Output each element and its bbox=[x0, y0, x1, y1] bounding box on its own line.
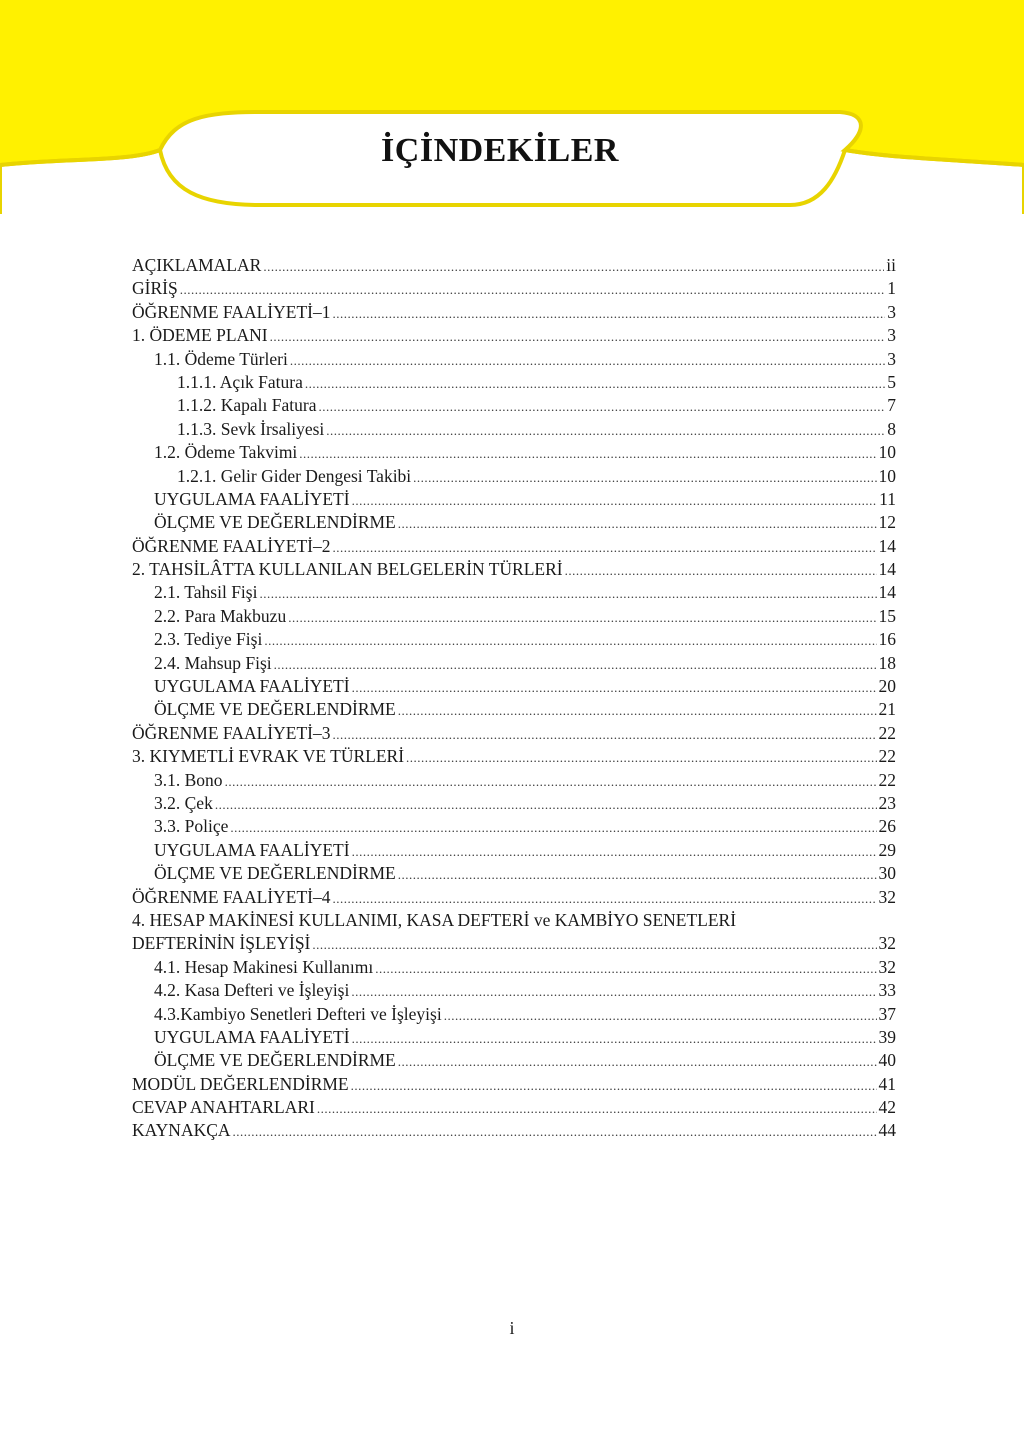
toc-entry-label: ÖĞRENME FAALİYETİ–4 bbox=[132, 886, 331, 907]
toc-entry-page: 12 bbox=[878, 512, 896, 533]
toc-entry-label: 4.1. Hesap Makinesi Kullanımı bbox=[154, 956, 374, 977]
toc-entry[interactable] bbox=[132, 675, 896, 698]
toc-entry-page: 14 bbox=[878, 535, 896, 556]
toc-entry-page: 8 bbox=[887, 418, 896, 439]
toc-entry-label: UYGULAMA FAALİYETİ bbox=[154, 839, 350, 860]
toc-entry-label: 1.2.1. Gelir Gider Dengesi Takibi bbox=[177, 465, 412, 486]
toc-leader-dots bbox=[351, 1074, 877, 1096]
toc-entry[interactable] bbox=[132, 465, 896, 488]
page-number: i bbox=[509, 1318, 515, 1338]
toc-entry-label: ÖLÇME VE DEĞERLENDİRME bbox=[154, 512, 396, 533]
toc-entry-page: 26 bbox=[878, 816, 896, 837]
toc-entry-label: ÖĞRENME FAALİYETİ–1 bbox=[132, 301, 331, 322]
toc-entry-label: ÖLÇME VE DEĞERLENDİRME bbox=[154, 699, 396, 720]
toc-entry-page: 11 bbox=[879, 488, 896, 509]
toc-leader-dots bbox=[398, 512, 877, 534]
toc-entry[interactable] bbox=[132, 909, 896, 932]
toc-entry-label: GİRİŞ bbox=[132, 278, 178, 299]
toc-entry[interactable] bbox=[132, 277, 896, 300]
toc-entry-label: ÖLÇME VE DEĞERLENDİRME bbox=[154, 863, 396, 884]
toc-leader-dots bbox=[305, 372, 885, 394]
toc-entry-page: 5 bbox=[887, 371, 896, 392]
toc-leader-dots bbox=[398, 863, 877, 885]
toc-entry-page: 16 bbox=[878, 629, 896, 650]
toc-entry-page: 20 bbox=[878, 676, 896, 697]
toc-entry-page: 41 bbox=[878, 1073, 896, 1094]
toc-leader-dots bbox=[270, 325, 886, 347]
toc-entry-label: UYGULAMA FAALİYETİ bbox=[154, 676, 350, 697]
toc-entry-label: AÇIKLAMALAR bbox=[132, 255, 262, 275]
toc-entry[interactable] bbox=[132, 839, 896, 862]
toc-entry-page: 10 bbox=[878, 465, 896, 486]
toc-entry-page: 10 bbox=[878, 442, 896, 463]
toc-entry-label: UYGULAMA FAALİYETİ bbox=[154, 1026, 350, 1047]
toc-entry[interactable] bbox=[132, 324, 896, 347]
toc-entry[interactable] bbox=[132, 558, 896, 581]
toc-leader-dots bbox=[406, 746, 876, 768]
toc-entry-page: 14 bbox=[878, 582, 896, 603]
toc-entry-label: 2. TAHSİLÂTTA KULLANILAN BELGELERİN TÜRLERİ bbox=[132, 559, 563, 580]
toc-entry-page: 29 bbox=[878, 839, 896, 860]
toc-leader-dots bbox=[332, 302, 885, 324]
toc-leader-dots bbox=[233, 1120, 877, 1142]
toc-entry-label: MODÜL DEĞERLENDİRME bbox=[132, 1073, 349, 1094]
toc-entry[interactable] bbox=[132, 862, 896, 885]
toc-entry[interactable] bbox=[132, 769, 896, 792]
toc-entry-label: DEFTERİNİN İŞLEYİŞİ bbox=[132, 933, 311, 954]
toc-entry-label: 3.1. Bono bbox=[154, 769, 223, 790]
toc-entry-page: 32 bbox=[878, 886, 896, 907]
toc-entry-page: 22 bbox=[878, 722, 896, 743]
toc-entry-page: 39 bbox=[878, 1026, 896, 1047]
toc-entry-label: 2.2. Para Makbuzu bbox=[154, 605, 287, 626]
toc-entry[interactable] bbox=[132, 956, 896, 979]
toc-leader-dots bbox=[444, 1004, 877, 1026]
toc-entry-label: 2.1. Tahsil Fişi bbox=[154, 582, 258, 603]
toc-leader-dots bbox=[259, 582, 876, 604]
toc-entry-label: 4. HESAP MAKİNESİ KULLANIMI, KASA DEFTERİ ve KAMBİYO SENETLERİ bbox=[132, 909, 737, 930]
toc-entry-page: 14 bbox=[878, 559, 896, 580]
toc-entry-label: ÖĞRENME FAALİYETİ–3 bbox=[132, 722, 331, 743]
toc-entry-label: 3.3. Poliçe bbox=[154, 816, 229, 837]
toc-entry[interactable] bbox=[132, 628, 896, 651]
toc-entry-label: 1.1. Ödeme Türleri bbox=[154, 348, 288, 369]
toc-entry[interactable] bbox=[132, 581, 896, 604]
toc-entry[interactable] bbox=[132, 1026, 896, 1049]
toc-leader-dots bbox=[352, 676, 877, 698]
toc-entry-label: 2.3. Tediye Fişi bbox=[154, 629, 263, 650]
toc-entry[interactable] bbox=[132, 371, 896, 394]
toc-entry[interactable] bbox=[132, 815, 896, 838]
toc-entry-label: UYGULAMA FAALİYETİ bbox=[154, 488, 350, 509]
toc-entry-page: 7 bbox=[887, 395, 896, 416]
toc-entry[interactable] bbox=[132, 418, 896, 441]
toc-leader-dots bbox=[398, 1050, 877, 1072]
toc-entry[interactable] bbox=[132, 1049, 896, 1072]
toc-entry-page: 1 bbox=[887, 278, 896, 299]
toc-entry-label: 1.1.1. Açık Fatura bbox=[177, 371, 303, 392]
toc-leader-dots bbox=[312, 933, 876, 955]
toc-entry-label: 3.2. Çek bbox=[154, 792, 213, 813]
toc-entry-label: 4.3.Kambiyo Senetleri Defteri ve İşleyişi bbox=[154, 1003, 442, 1024]
toc-entry-label: 1. ÖDEME PLANI bbox=[132, 325, 268, 346]
toc-entry-page: 44 bbox=[878, 1120, 896, 1141]
toc-entry-page: 32 bbox=[878, 933, 896, 954]
toc-entry[interactable] bbox=[132, 745, 896, 768]
toc-entry[interactable] bbox=[132, 1119, 896, 1142]
toc-leader-dots bbox=[230, 816, 876, 838]
toc-entry-label: 1.2. Ödeme Takvimi bbox=[154, 442, 298, 463]
toc-entry-page: 30 bbox=[878, 863, 896, 884]
toc-entry[interactable] bbox=[132, 605, 896, 628]
toc-entry-label: CEVAP ANAHTARLARI bbox=[132, 1097, 315, 1118]
toc-leader-dots bbox=[413, 466, 876, 488]
toc-entry-page: 42 bbox=[878, 1097, 896, 1118]
toc-leader-dots bbox=[332, 887, 876, 909]
toc-leader-dots bbox=[215, 793, 877, 815]
toc-entry-page: 40 bbox=[878, 1050, 896, 1071]
toc-entry-label: ÖLÇME VE DEĞERLENDİRME bbox=[154, 1050, 396, 1071]
header-band bbox=[0, 0, 1024, 230]
toc-leader-dots bbox=[375, 957, 876, 979]
toc-leader-dots bbox=[332, 723, 876, 745]
toc-leader-dots bbox=[317, 1097, 877, 1119]
toc-entry[interactable] bbox=[132, 394, 896, 417]
toc-entry-page: 33 bbox=[878, 980, 896, 1001]
toc-entry[interactable] bbox=[132, 932, 896, 955]
toc-leader-dots bbox=[263, 255, 884, 277]
toc-leader-dots bbox=[352, 840, 877, 862]
toc-leader-dots bbox=[180, 278, 886, 300]
toc-entry-page: 21 bbox=[878, 699, 896, 720]
toc-entry[interactable] bbox=[132, 886, 896, 909]
toc-entry-page: 3 bbox=[887, 325, 896, 346]
toc-entry[interactable] bbox=[132, 1096, 896, 1119]
toc-entry[interactable] bbox=[132, 698, 896, 721]
toc-leader-dots bbox=[225, 770, 877, 792]
toc-entry-label: 2.4. Mahsup Fişi bbox=[154, 652, 272, 673]
toc-entry-page: ii bbox=[886, 255, 896, 275]
toc-entry-page: 18 bbox=[878, 652, 896, 673]
toc-entry-label: ÖĞRENME FAALİYETİ–2 bbox=[132, 535, 331, 556]
toc-entry-page: 3 bbox=[887, 301, 896, 322]
toc-entry-page: 37 bbox=[878, 1003, 896, 1024]
toc-entry-label: 1.1.3. Sevk İrsaliyesi bbox=[177, 418, 325, 439]
toc-entry-page: 23 bbox=[878, 792, 896, 813]
toc-entry[interactable] bbox=[132, 254, 896, 277]
toc-leader-dots bbox=[264, 629, 876, 651]
toc-entry[interactable] bbox=[132, 1003, 896, 1026]
toc-entry[interactable] bbox=[132, 722, 896, 745]
toc-leader-dots bbox=[332, 536, 876, 558]
toc-leader-dots bbox=[288, 606, 876, 628]
toc-entry[interactable] bbox=[132, 511, 896, 534]
toc-entry-label: 4.2. Kasa Defteri ve İşleyişi bbox=[154, 980, 350, 1001]
toc-leader-dots bbox=[352, 1027, 877, 1049]
toc-leader-dots bbox=[351, 980, 876, 1002]
toc-entry[interactable] bbox=[132, 535, 896, 558]
toc-entry-label: 3. KIYMETLİ EVRAK VE TÜRLERİ bbox=[132, 746, 405, 767]
toc-leader-dots bbox=[318, 395, 885, 417]
toc-entry-page: 22 bbox=[878, 769, 896, 790]
toc-entry[interactable] bbox=[132, 488, 896, 511]
toc-entry-page: 3 bbox=[887, 348, 896, 369]
toc-entry[interactable] bbox=[132, 1073, 896, 1096]
page-title: İÇİNDEKİLER bbox=[381, 132, 619, 169]
table-of-contents bbox=[132, 254, 896, 1143]
toc-entry[interactable] bbox=[132, 652, 896, 675]
toc-entry[interactable] bbox=[132, 441, 896, 464]
toc-entry-page: 32 bbox=[878, 956, 896, 977]
toc-leader-dots bbox=[290, 349, 885, 371]
toc-entry-page: 22 bbox=[878, 746, 896, 767]
toc-entry[interactable] bbox=[132, 348, 896, 371]
toc-entry-label: 1.1.2. Kapalı Fatura bbox=[177, 395, 317, 416]
toc-leader-dots bbox=[565, 559, 877, 581]
toc-leader-dots bbox=[274, 653, 877, 675]
toc-entry[interactable] bbox=[132, 792, 896, 815]
toc-entry-page: 15 bbox=[878, 605, 896, 626]
toc-leader-dots bbox=[326, 419, 885, 441]
toc-leader-dots bbox=[299, 442, 876, 464]
toc-entry-label: KAYNAKÇA bbox=[132, 1120, 231, 1141]
toc-leader-dots bbox=[398, 699, 877, 721]
toc-entry[interactable] bbox=[132, 301, 896, 324]
toc-entry[interactable] bbox=[132, 979, 896, 1002]
toc-leader-dots bbox=[352, 489, 878, 511]
